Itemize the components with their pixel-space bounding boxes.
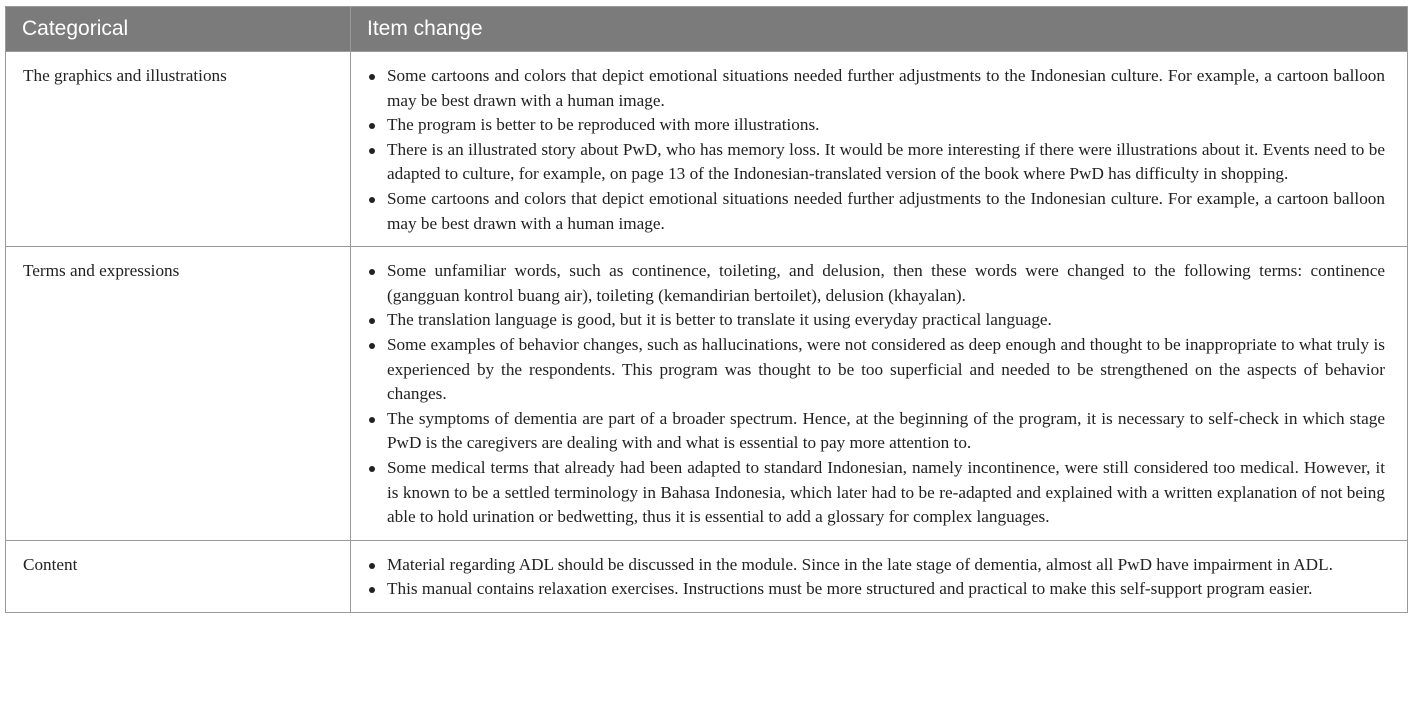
bullet-icon (369, 123, 375, 129)
header-item-change: Item change (351, 7, 1408, 52)
category-cell: The graphics and illustrations (6, 52, 351, 247)
bullet-icon (369, 269, 375, 275)
table-body (6, 52, 1408, 613)
list-item-text: This manual contains relaxation exercises. Instructions must be more structured and practical to make this self-support program easier. (387, 579, 1313, 599)
items-cell (351, 247, 1408, 541)
bullet-icon (369, 417, 375, 423)
list-item-text: Some cartoons and colors that depict emotional situations needed further adjustments to the Indonesian culture. For example, a cartoon balloon may be best drawn with a human image. (387, 188, 1385, 233)
bullet-icon (369, 74, 375, 80)
list-item-text: There is an illustrated story about PwD, who has memory loss. It would be more interesting if there were illustrations about it. Events need to be adapted to culture, for example, on page 13 of the Indonesian-translated version of the book where PwD has difficulty in shopping. (387, 139, 1385, 184)
list-item (369, 553, 1385, 578)
items-cell (351, 540, 1408, 612)
list-item-text: The program is better to be reproduced with more illustrations. (387, 115, 820, 135)
list-item-text: The translation language is good, but it is better to translate it using everyday practical language. (387, 310, 1052, 330)
list-item (369, 138, 1385, 187)
list-item-text: Some cartoons and colors that depict emotional situations needed further adjustments to the Indonesian culture. For example, a cartoon balloon may be best drawn with a human image. (387, 66, 1385, 110)
item-list (369, 64, 1385, 236)
header-row (6, 7, 1408, 52)
list-item (369, 456, 1385, 530)
items-cell (351, 52, 1408, 247)
bullet-icon (369, 343, 375, 349)
list-item (369, 113, 1385, 138)
item-change-table-wrapper (5, 6, 1408, 613)
list-item (369, 407, 1385, 456)
table-row (6, 247, 1408, 541)
list-item-text: Some examples of behavior changes, such as hallucinations, were not considered as deep enough and thought to be inappropriate to what truly is experienced by the respondents. This program was thought to be too superficial and needed to be strengthened on the aspects of behavior changes. (387, 334, 1385, 404)
list-item-text: Some unfamiliar words, such as continence, toileting, and delusion, then these words were changed to the following terms: continence (gangguan kontrol buang air), toileting (kemandirian bertoilet), delusion (khayalan). (387, 261, 1385, 305)
category-cell: Terms and expressions (6, 247, 351, 541)
bullet-icon (369, 197, 375, 203)
list-item (369, 259, 1385, 308)
bullet-icon (369, 148, 375, 154)
category-cell: Content (6, 540, 351, 612)
item-change-table (5, 6, 1408, 613)
header-categorical: Categorical (6, 7, 351, 52)
list-item-text: The symptoms of dementia are part of a broader spectrum. Hence, at the beginning of the program, it is necessary to self-check in which stage PwD is the caregivers are dealing with and what is essential to pay more attention to. (387, 408, 1385, 453)
bullet-icon (369, 563, 375, 569)
list-item-text: Material regarding ADL should be discussed in the module. Since in the late stage of dementia, almost all PwD have impairment in ADL. (387, 554, 1333, 574)
item-list (369, 259, 1385, 530)
item-list (369, 553, 1385, 602)
list-item (369, 577, 1385, 602)
list-item (369, 333, 1385, 407)
table-row (6, 540, 1408, 612)
list-item-text: Some medical terms that already had been adapted to standard Indonesian, namely incontinence, were still considered too medical. However, it is known to be a settled terminology in Bahasa Indonesia, which later had to be re-adapted and explained with a written explanation of not being able to hold urination or bedwetting, thus it is essential to add a glossary for complex languages. (387, 457, 1385, 527)
table-header (6, 7, 1408, 52)
list-item (369, 308, 1385, 333)
bullet-icon (369, 587, 375, 593)
bullet-icon (369, 466, 375, 472)
bullet-icon (369, 318, 375, 324)
list-item (369, 64, 1385, 113)
list-item (369, 187, 1385, 236)
table-row (6, 52, 1408, 247)
